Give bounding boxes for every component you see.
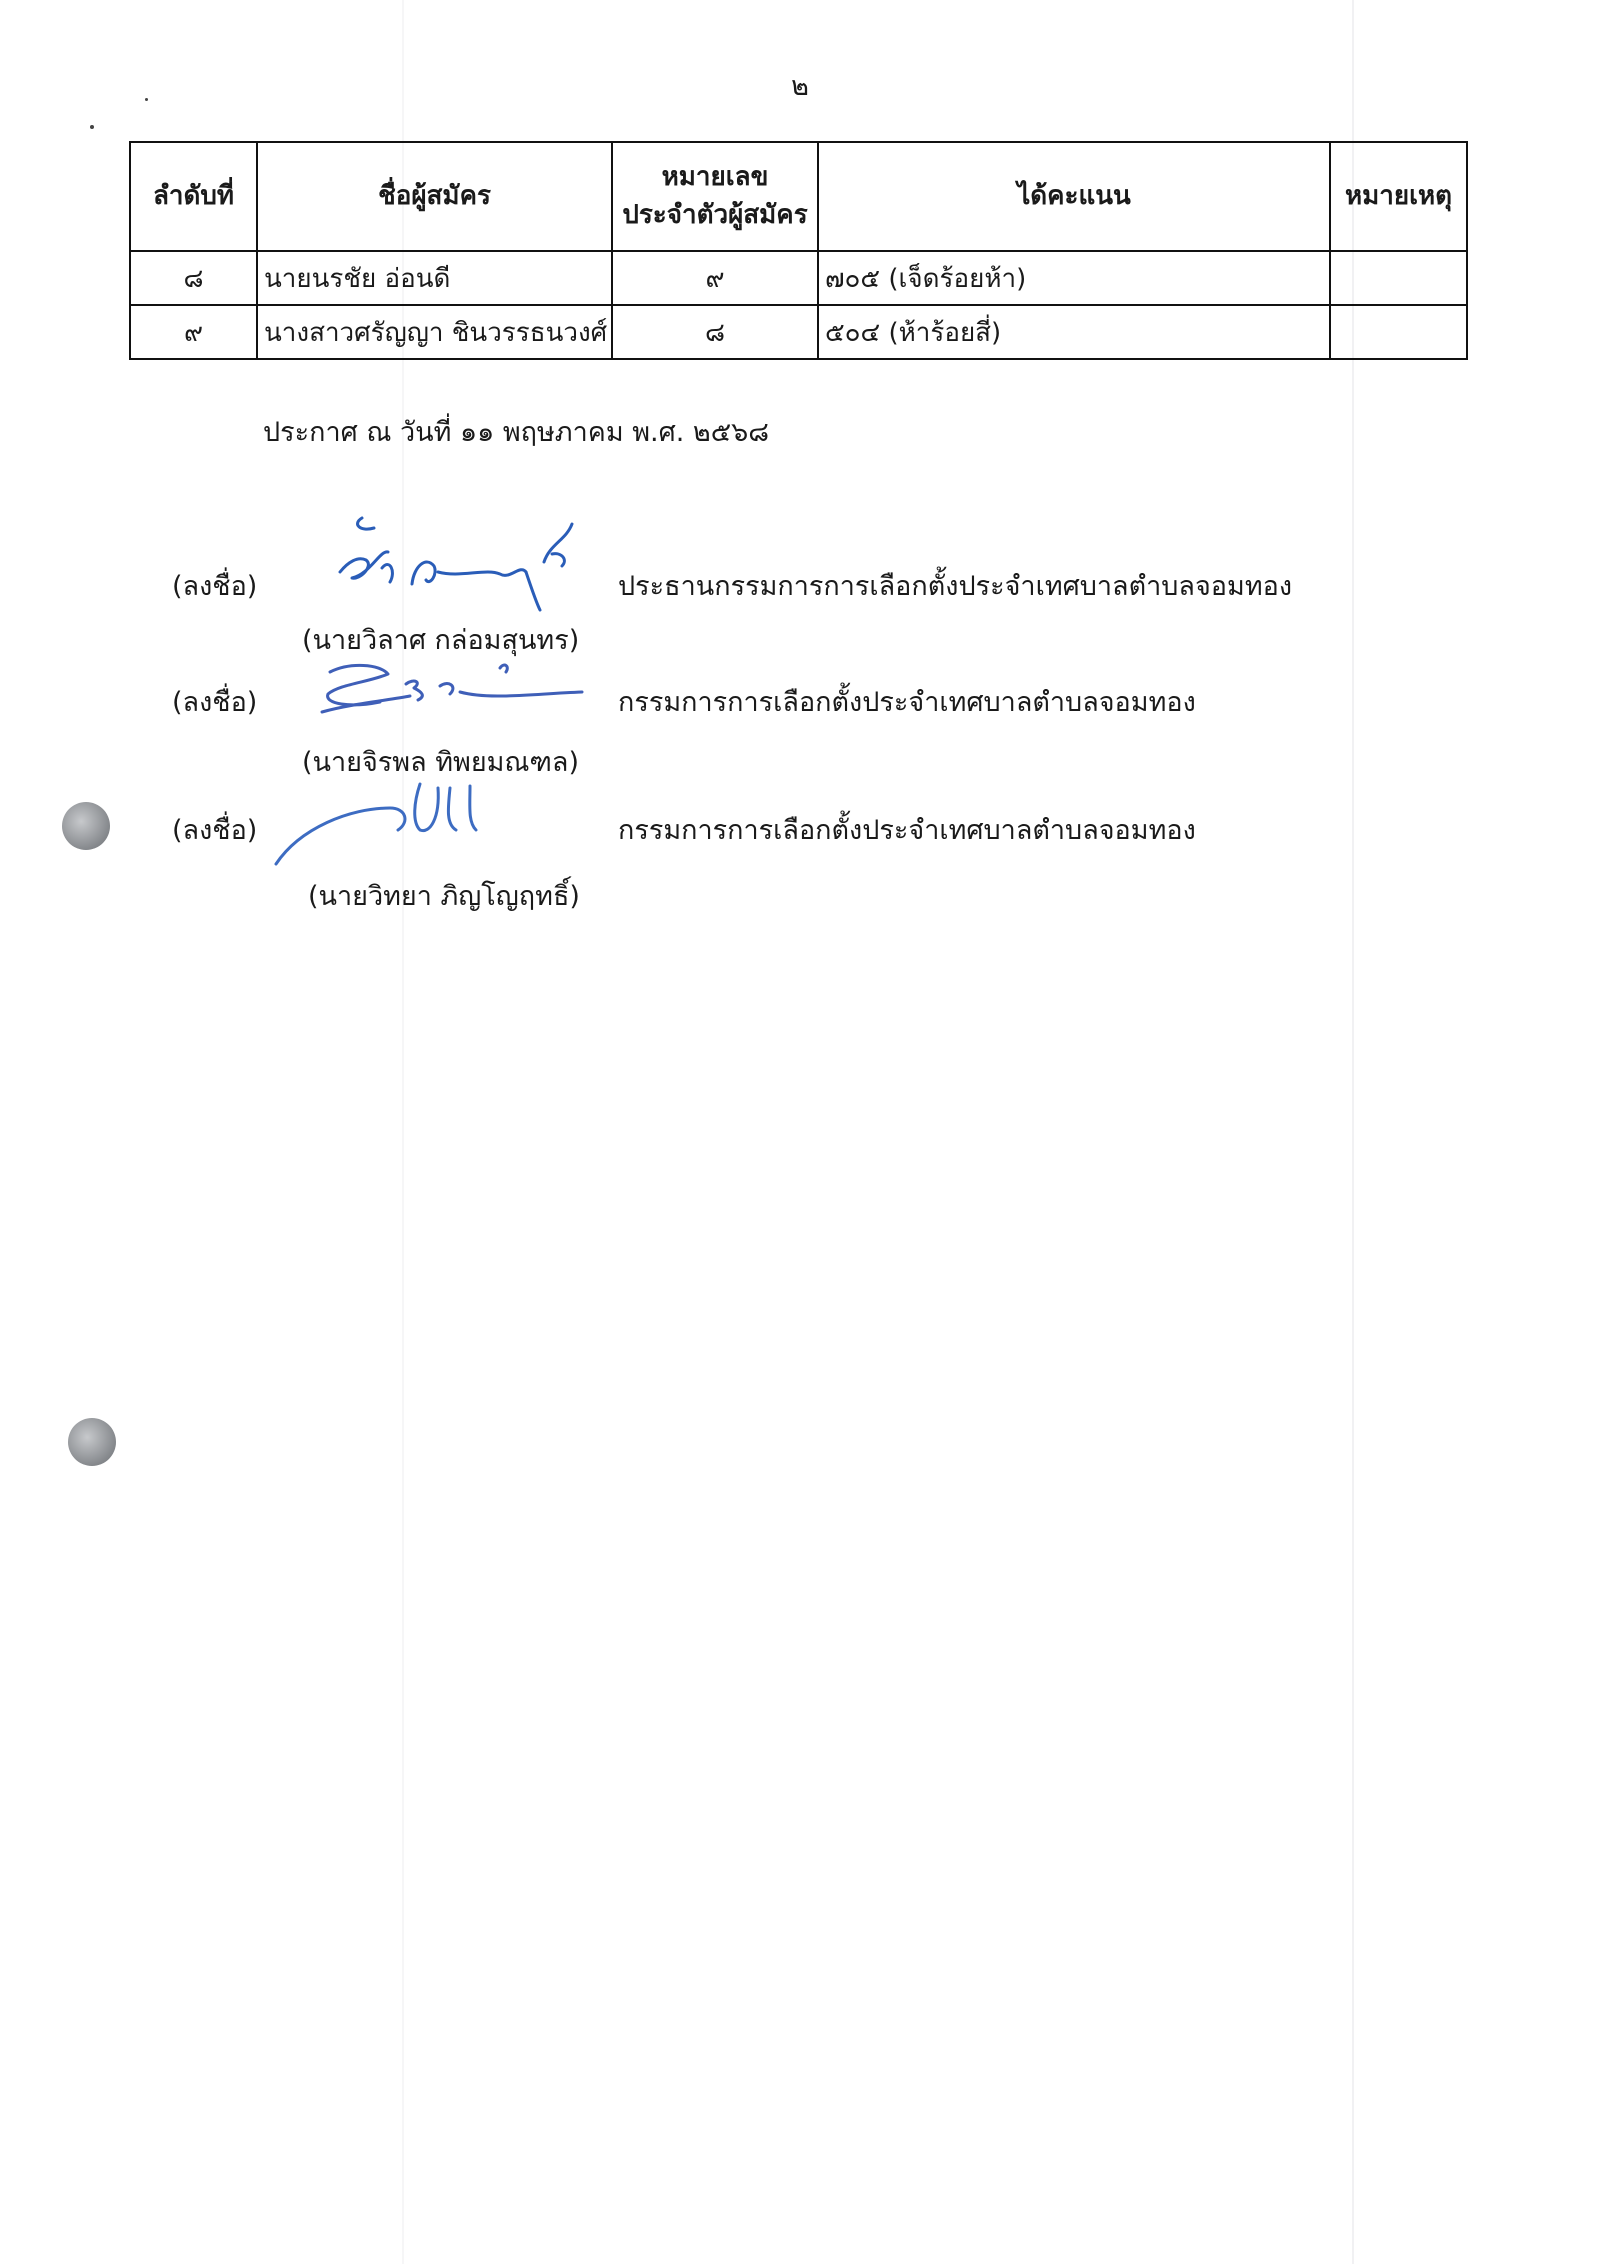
signature-position: กรรมการการเลือกตั้งประจำเทศบาลตำบลจอมทอง	[618, 687, 1196, 718]
header-remark: หมายเหตุ	[1330, 142, 1467, 251]
table-header-row	[130, 142, 1467, 251]
signature-block-chairman	[0, 510, 1600, 656]
row-score: ๕๐๔ (ห้าร้อยสี่)	[818, 305, 1330, 359]
row-id: ๘	[612, 305, 818, 359]
signature-position: กรรมการการเลือกตั้งประจำเทศบาลตำบลจอมทอง	[618, 815, 1196, 846]
signature-prefix: (ลงชื่อ)	[172, 687, 258, 718]
table-row	[130, 251, 1467, 305]
header-id-line2: ประจำตัวผู้สมัคร	[622, 199, 808, 230]
row-no: ๙	[130, 305, 257, 359]
row-score: ๗๐๕ (เจ็ดร้อยห้า)	[818, 251, 1330, 305]
header-name: ชื่อผู้สมัคร	[257, 142, 612, 251]
signature-prefix: (ลงชื่อ)	[172, 571, 258, 602]
handwritten-signature	[310, 656, 600, 726]
signature-name: (นายวิทยา ภิญโญฤทธิ์)	[308, 881, 580, 912]
signature-block-member-2	[0, 778, 1600, 912]
row-remark	[1330, 251, 1467, 305]
row-name: นายนรชัย อ่อนดี	[257, 251, 612, 305]
row-no: ๘	[130, 251, 257, 305]
row-name: นางสาวศรัญญา ชินวรรธนวงศ์	[257, 305, 612, 359]
signature-block-member-1	[0, 660, 1600, 790]
header-no: ลำดับที่	[130, 142, 257, 251]
header-id-line1: หมายเลข	[661, 161, 769, 192]
header-id	[612, 142, 818, 251]
signature-name: (นายจิรพล ทิพยมณฑล)	[302, 747, 579, 778]
handwritten-signature	[270, 778, 510, 868]
row-id: ๙	[612, 251, 818, 305]
page-number: ๒	[791, 71, 809, 102]
results-table	[129, 141, 1468, 360]
announcement-date: ประกาศ ณ วันที่ ๑๑ พฤษภาคม พ.ศ. ๒๕๖๘	[263, 417, 770, 448]
row-remark	[1330, 305, 1467, 359]
punch-hole	[68, 1418, 116, 1466]
header-score: ได้คะแนน	[818, 142, 1330, 251]
signature-position: ประธานกรรมการการเลือกตั้งประจำเทศบาลตำบลจอมทอง	[618, 571, 1293, 602]
scan-speck	[90, 125, 94, 129]
signature-prefix: (ลงชื่อ)	[172, 815, 258, 846]
scan-speck	[145, 98, 148, 101]
table-row	[130, 305, 1467, 359]
signature-name: (นายวิลาศ กล่อมสุนทร)	[302, 625, 580, 656]
handwritten-signature	[330, 510, 600, 620]
